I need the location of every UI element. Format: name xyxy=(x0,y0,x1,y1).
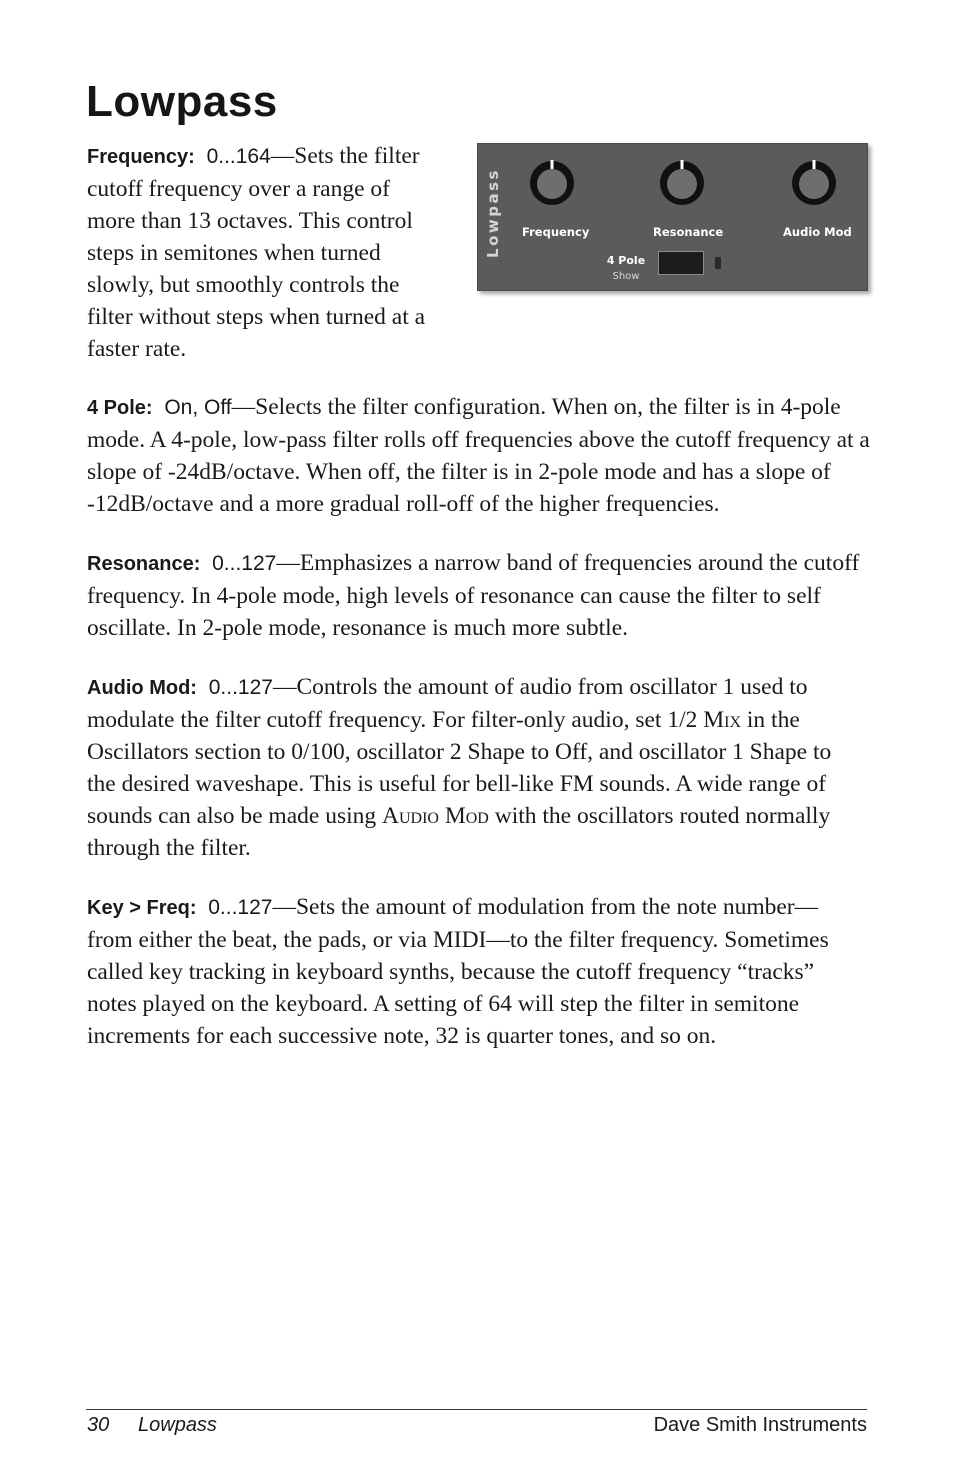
footer-page-number: 30 xyxy=(87,1414,110,1436)
audio-mod-inline-term: Audio Mod xyxy=(382,803,489,829)
resonance-knob-label: Resonance xyxy=(653,225,724,239)
footer-section: Lowpass xyxy=(138,1414,217,1436)
key-freq-description xyxy=(87,891,862,1052)
frequency-description xyxy=(87,140,437,365)
led-indicator xyxy=(715,257,721,269)
audio-mod-range: 0...127 xyxy=(208,676,273,699)
four-pole-switch xyxy=(658,251,704,275)
resonance-knob-icon xyxy=(658,159,706,207)
frequency-knob-icon xyxy=(528,159,576,207)
key-freq-text: —Sets the amount of modulation from the note number—from either the beat, the pads, or via MIDI—to the filter frequency. Sometimes called key tracking in keyboard synths, because the cutoff frequency “tracks” notes played on the keyboard. A setting of 64 will step the filter in semitone increments for each successive note, 32 is quarter tones, and so on. xyxy=(87,894,829,1049)
audio-mod-text-1: —Controls the amount of audio from oscillator 1 used to modulate the filter cutoff frequency. For filter-only audio, set 1/2 xyxy=(87,674,808,733)
frequency-knob-label: Frequency xyxy=(522,225,590,239)
page-title: Lowpass xyxy=(86,77,278,126)
audio-mod-knob-label: Audio Mod xyxy=(783,225,852,239)
key-freq-term: Key > Freq: xyxy=(87,897,197,919)
four-pole-term: 4 Pole: xyxy=(87,397,153,419)
resonance-range: 0...127 xyxy=(212,552,277,575)
footer-publisher: Dave Smith Instruments xyxy=(653,1414,867,1436)
four-pole-range: On, Off xyxy=(164,396,232,419)
audio-mod-description xyxy=(87,671,857,864)
resonance-term: Resonance: xyxy=(87,553,201,575)
resonance-description xyxy=(87,547,862,644)
key-freq-range: 0...127 xyxy=(208,896,273,919)
audio-mod-term: Audio Mod: xyxy=(87,677,197,699)
audio-mod-text-3: with the oscillators routed normally through the filter. xyxy=(87,803,831,861)
four-pole-description xyxy=(87,391,872,520)
resonance-text: —Emphasizes a narrow band of frequencies around the cutoff frequency. In 4-pole mode, high levels of resonance can cause the filter to self oscillate. In 2-pole mode, resonance is much more subtle. xyxy=(87,550,860,641)
frequency-term: Frequency: xyxy=(87,146,195,168)
frequency-text: —Sets the filter cutoff frequency over a range of more than 13 octaves. This control steps in semitones when turned slowly, but smoothly controls the filter without steps when turned at a faster rate. xyxy=(87,143,426,362)
lowpass-panel-image xyxy=(477,143,868,291)
footer-divider xyxy=(86,1409,867,1410)
panel-title: Lowpass xyxy=(484,168,502,258)
audio-mod-text-2: in the Oscillators section to 0/100, oscillator 2 Shape to Off, and oscillator 1 Shape to the desired waveshape. This is useful for bell-like FM sounds. A wide range of sounds can also be made using xyxy=(87,707,832,829)
show-label: Show xyxy=(612,271,640,282)
four-pole-label: 4 Pole xyxy=(606,254,646,267)
frequency-range: 0...164 xyxy=(206,145,271,168)
mix-term: Mix xyxy=(703,707,742,733)
audio-mod-knob-icon xyxy=(790,159,838,207)
four-pole-text: —Selects the filter configuration. When on, the filter is in 4-pole mode. A 4-pole, low-pass filter rolls off frequencies above the cutoff frequency at a slope of -24dB/octave. When off, the filter is in 2-pole mode and has a slope of -12dB/octave and a more gradual roll-off of the higher frequencies. xyxy=(87,394,870,517)
